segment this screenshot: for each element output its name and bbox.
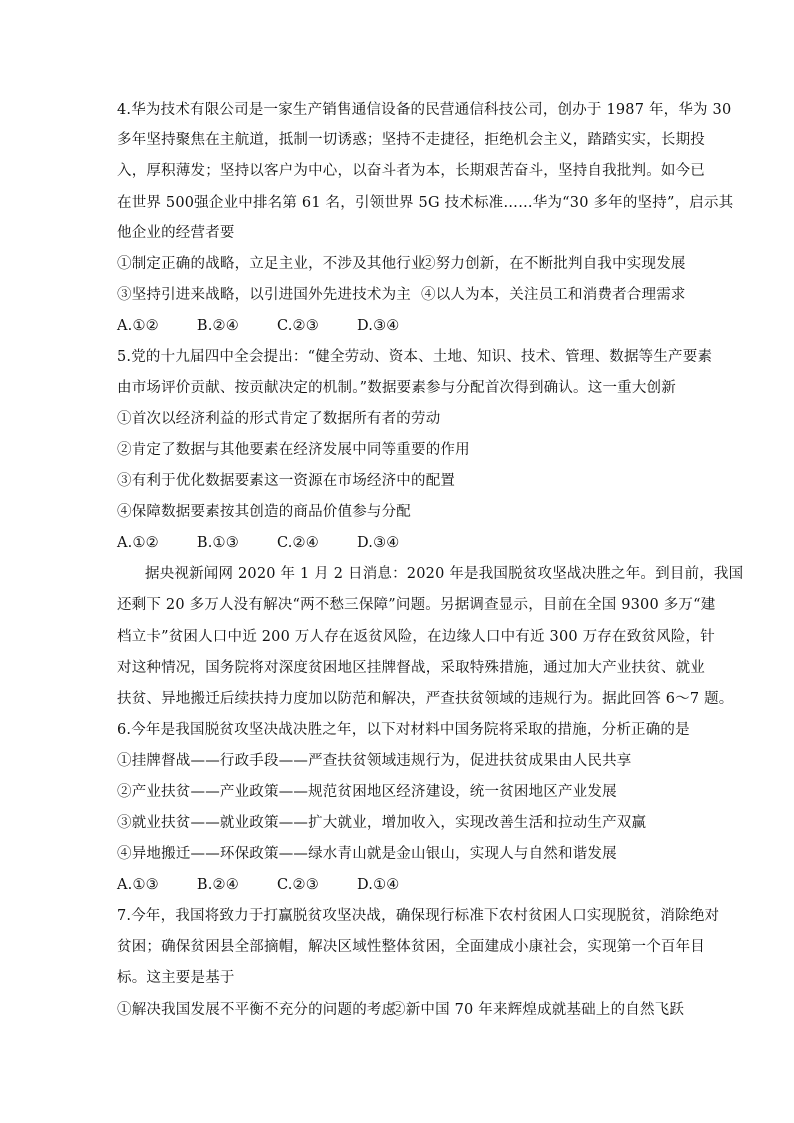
material-line: 扶贫、异地搬迁后续扶持力度加以防范和解决，严查扶贫领域的违规行为。据此回答 6～7 题。 <box>117 691 734 707</box>
q6-options <box>117 875 400 895</box>
q7-stem-line: 标。这主要是基于 <box>117 970 235 986</box>
q4-statement: ②努力创新，在不断批判自我中实现发展 <box>421 256 686 272</box>
q4-option-b: B.②④ <box>196 318 239 334</box>
q6-stem: 6.今年是我国脱贫攻坚决战决胜之年，以下对材料中国务院将采取的措施，分析正确的是 <box>117 722 690 738</box>
q4-statement: ③坚持引进来战略，以引进国外先进技术为主 <box>117 287 411 303</box>
q6-statement: ④异地搬迁——环保政策——绿水青山就是金山银山，实现人与自然和谐发展 <box>117 846 617 862</box>
material-line: 对这种情况，国务院将对深度贫困地区挂牌督战，采取特殊措施，通过加大产业扶贫、就业 <box>117 660 705 676</box>
q5-option-c: C.②④ <box>276 535 319 551</box>
q4-stem-line: 4.华为技术有限公司是一家生产销售通信设备的民营通信科技公司，创办于 1987 年，华为 30 <box>117 102 732 118</box>
q6-option-a: A.①③ <box>117 877 159 893</box>
q5-option-b: B.①③ <box>196 535 239 551</box>
q4-statements-row <box>117 285 686 305</box>
q4-stem-line: 多年坚持聚焦在主航道，抵制一切诱惑；坚持不走捷径，拒绝机会主义，踏踏实实，长期投 <box>117 132 705 148</box>
q7-statement: ②新中国 70 年来辉煌成就基础上的自然飞跃 <box>391 1002 685 1018</box>
q6-statement: ①挂牌督战——行政手段——严查扶贫领域违规行为，促进扶贫成果由人民共享 <box>117 753 632 769</box>
q5-stem-line: 5.党的十九届四中全会提出：“健全劳动、资本、土地、知识、技术、管理、数据等生产要素 <box>117 349 713 365</box>
q4-stem-line: 他企业的经营者要 <box>117 225 235 241</box>
q4-options <box>117 316 400 336</box>
q4-option-c: C.②③ <box>276 318 319 334</box>
q4-option-a: A.①② <box>117 318 159 334</box>
q6-statement: ③就业扶贫——就业政策——扩大就业，增加收入，实现改善生活和拉动生产双赢 <box>117 815 647 831</box>
material-line: 档立卡”贫困人口中近 200 万人存在返贫风险，在边缘人口中有近 300 万存在致贫风险，针 <box>117 629 715 645</box>
q4-statement: ④以人为本，关注员工和消费者合理需求 <box>421 287 686 303</box>
q6-option-c: C.②③ <box>276 877 319 893</box>
q5-statement: ④保障数据要素按其创造的商品价值参与分配 <box>117 504 411 520</box>
q5-statement: ①首次以经济利益的形式肯定了数据所有者的劳动 <box>117 411 441 427</box>
q4-option-d: D.③④ <box>356 318 400 334</box>
q7-stem-line: 7.今年，我国将致力于打赢脱贫攻坚决战，确保现行标准下农村贫困人口实现脱贫，消除绝对 <box>117 908 720 924</box>
material-line: 还剩下 20 多万人没有解决“两不愁三保障”问题。另据调查显示，目前在全国 9300 多万“建 <box>117 597 716 613</box>
q5-statement: ②肯定了数据与其他要素在经济发展中同等重要的作用 <box>117 442 470 458</box>
q5-option-a: A.①② <box>117 535 159 551</box>
q7-statement: ①解决我国发展不平衡不充分的问题的考虑 <box>117 1002 397 1018</box>
q7-statements-row <box>117 1000 684 1020</box>
q4-stem-line: 入，厚积薄发；坚持以客户为中心，以奋斗者为本，长期艰苦奋斗，坚持自我批判。如今已 <box>117 163 705 179</box>
q4-statement: ①制定正确的战略，立足主业，不涉及其他行业 <box>117 256 426 272</box>
material-line: 据央视新闻网 2020 年 1 月 2 日消息：2020 年是我国脱贫攻坚战决胜之年。到目前，我国 <box>145 566 744 582</box>
q7-stem-line: 贫困；确保贫困县全部摘帽，解决区域性整体贫困，全面建成小康社会，实现第一个百年目 <box>117 939 705 955</box>
q5-stem-line: 由市场评价贡献、按贡献决定的机制。”数据要素参与分配首次得到确认。这一重大创新 <box>117 380 676 396</box>
q5-options <box>117 533 400 553</box>
q5-option-d: D.③④ <box>356 535 400 551</box>
q6-option-b: B.②④ <box>196 877 239 893</box>
q5-statement: ③有利于优化数据要素这一资源在市场经济中的配置 <box>117 473 456 489</box>
q4-statements-row <box>117 254 686 274</box>
q4-stem-line: 在世界 500强企业中排名第 61 名，引领世界 5G 技术标准……华为“30 多年的坚持”，启示其 <box>117 195 734 211</box>
q6-statement: ②产业扶贫——产业政策——规范贫困地区经济建设，统一贫困地区产业发展 <box>117 784 617 800</box>
q6-option-d: D.①④ <box>356 877 400 893</box>
